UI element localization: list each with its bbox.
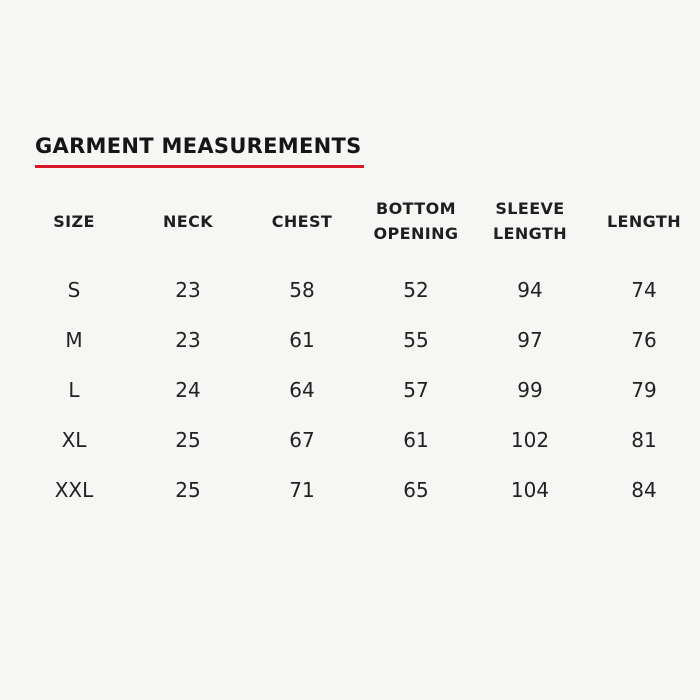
cell-size: XL	[61, 428, 87, 452]
cell-neck: 25	[175, 478, 201, 502]
spacer-row	[17, 252, 700, 265]
page-title: GARMENT MEASUREMENTS	[35, 134, 362, 158]
table-row	[17, 265, 700, 315]
cell-chest: 67	[289, 428, 315, 452]
header-cell-neck	[131, 190, 245, 252]
header-label: NECK	[162, 211, 214, 231]
cell-length: 84	[631, 478, 657, 502]
header-label: CHEST	[271, 211, 333, 231]
table-row	[17, 365, 700, 415]
table-header	[17, 190, 700, 252]
header-cell-size	[17, 190, 131, 252]
cell-chest: 71	[289, 478, 315, 502]
table-row	[17, 315, 700, 365]
cell-bottom-opening: 61	[403, 428, 429, 452]
header-label: LENGTH	[606, 211, 682, 231]
cell-bottom-opening: 52	[403, 278, 429, 302]
table-row	[17, 465, 700, 515]
cell-sleeve-length: 102	[510, 428, 550, 452]
cell-length: 74	[631, 278, 657, 302]
measurements-table	[17, 190, 700, 515]
cell-neck: 23	[175, 328, 201, 352]
header-label: BOTTOM OPENING	[373, 199, 459, 243]
cell-size: L	[68, 378, 80, 402]
cell-neck: 25	[175, 428, 201, 452]
cell-length: 76	[631, 328, 657, 352]
title-underline	[35, 165, 364, 168]
spacer-cell	[17, 252, 700, 265]
cell-size: M	[65, 328, 83, 352]
header-cell-bottom-opening	[359, 190, 473, 252]
cell-bottom-opening: 55	[403, 328, 429, 352]
cell-chest: 61	[289, 328, 315, 352]
cell-length: 79	[631, 378, 657, 402]
header-label: SIZE	[53, 211, 95, 231]
cell-length: 81	[631, 428, 657, 452]
title-block	[35, 131, 364, 168]
header-label: SLEEVE LENGTH	[492, 199, 568, 243]
header-cell-chest	[245, 190, 359, 252]
cell-bottom-opening: 65	[403, 478, 429, 502]
cell-size: XXL	[54, 478, 94, 502]
header-row	[17, 190, 700, 252]
cell-neck: 24	[175, 378, 201, 402]
cell-sleeve-length: 94	[517, 278, 543, 302]
cell-sleeve-length: 97	[517, 328, 543, 352]
header-cell-length	[587, 190, 700, 252]
cell-sleeve-length: 99	[517, 378, 543, 402]
cell-neck: 23	[175, 278, 201, 302]
cell-bottom-opening: 57	[403, 378, 429, 402]
table-body	[17, 252, 700, 515]
header-cell-sleeve-length	[473, 190, 587, 252]
cell-size: S	[67, 278, 81, 302]
table-row	[17, 415, 700, 465]
cell-chest: 64	[289, 378, 315, 402]
cell-sleeve-length: 104	[510, 478, 550, 502]
cell-chest: 58	[289, 278, 315, 302]
